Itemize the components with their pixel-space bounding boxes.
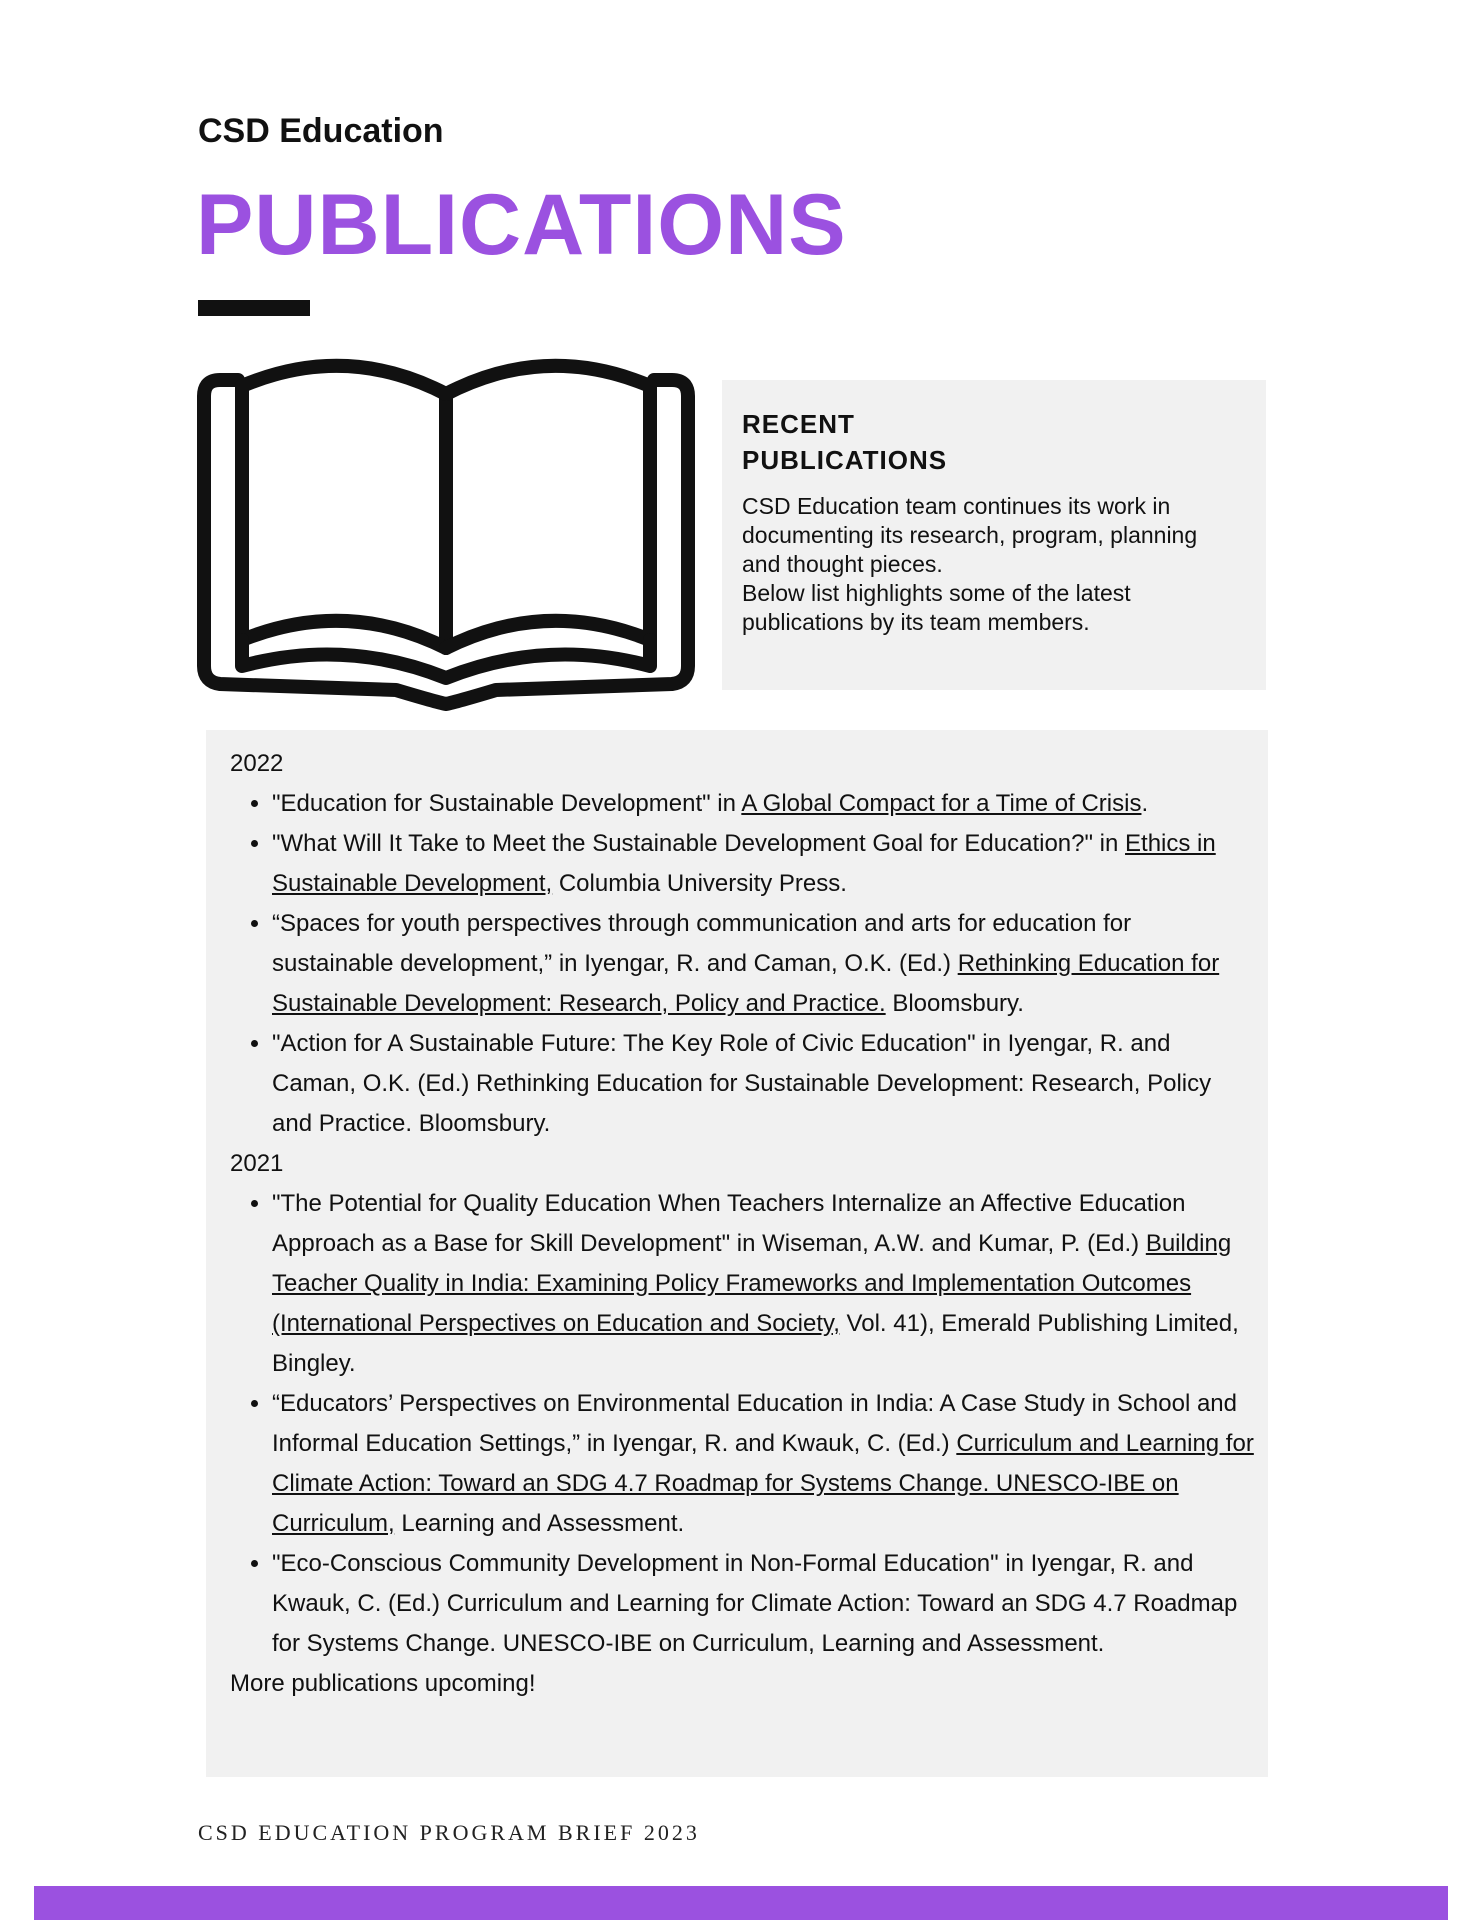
list-item: • "What Will It Take to Meet the Sustainable Development Goal for Education?" in Ethics in Sustainable Development, Columbia University Press. bbox=[272, 824, 1256, 904]
open-book-icon bbox=[196, 348, 696, 714]
description-paragraph: Below list highlights some of the latest publications by its team members. bbox=[742, 580, 1131, 635]
footer-label: CSD EDUCATION PROGRAM BRIEF 2023 bbox=[198, 1820, 700, 1845]
publication-list-2022 bbox=[230, 784, 1256, 1144]
publication-link[interactable]: Ethics in Sustainable Development, bbox=[272, 830, 1216, 897]
list-item: • "Action for A Sustainable Future: The Key Role of Civic Education" in Iyengar, R. and Caman, O.K. (Ed.) Rethinking Education for Sustainable Development: Research, Policy and Practice. Bloomsbury. bbox=[272, 1024, 1256, 1144]
year-heading-2022: 2022 bbox=[230, 750, 284, 777]
footer-bar bbox=[34, 1886, 1448, 1920]
closing-note: More publications upcoming! bbox=[230, 1670, 536, 1697]
recent-publications-panel bbox=[722, 380, 1266, 690]
list-item: • "The Potential for Quality Education When Teachers Internalize an Affective Education Approach as a Base for Skill Development" in Wiseman, A.W. and Kumar, P. (Ed.) Building Teacher Quality in India: Examining Policy Frameworks and Implementation Outcomes (International Perspectives on Education and Society, Vol. 41), Emerald Publishing Limited, Bingley. bbox=[272, 1184, 1256, 1384]
description-paragraph: CSD Education team continues its work in documenting its research, program, planning and thought pieces. bbox=[742, 493, 1198, 577]
title-underline bbox=[198, 300, 310, 316]
org-name: CSD Education bbox=[198, 112, 444, 150]
list-item: • “Educators’ Perspectives on Environmental Education in India: A Case Study in School and Informal Education Settings,” in Iyengar, R. and Kwauk, C. (Ed.) Curriculum and Learning for Climate Action: Toward an SDG 4.7 Roadmap for Systems Change. UNESCO-IBE on Curriculum, Learning and Assessment. bbox=[272, 1384, 1256, 1544]
publication-list-2021 bbox=[230, 1184, 1256, 1664]
publication-list-panel bbox=[206, 730, 1268, 1777]
recent-publications-description bbox=[742, 492, 1212, 637]
page-title: PUBLICATIONS bbox=[196, 177, 847, 273]
publication-link[interactable]: A Global Compact for a Time of Crisis bbox=[741, 790, 1142, 817]
list-item: • "Education for Sustainable Development" in A Global Compact for a Time of Crisis. bbox=[272, 784, 1256, 824]
list-item: • "Eco-Conscious Community Development in Non-Formal Education" in Iyengar, R. and Kwauk, C. (Ed.) Curriculum and Learning for Climate Action: Toward an SDG 4.7 Roadmap for Systems Change. UNESCO-IBE on Curriculum, Learning and Assessment. bbox=[272, 1544, 1256, 1664]
list-item: • “Spaces for youth perspectives through communication and arts for education for sustainable development,” in Iyengar, R. and Caman, O.K. (Ed.) Rethinking Education for Sustainable Development: Research, Policy and Practice. Bloomsbury. bbox=[272, 904, 1256, 1024]
publication-link[interactable]: Building Teacher Quality in India: Examining Policy Frameworks and Implementation Outcomes (International Perspectives on Education and Society, bbox=[272, 1230, 1232, 1337]
year-heading-2021: 2021 bbox=[230, 1150, 284, 1177]
publication-link[interactable]: Curriculum and Learning for Climate Action: Toward an SDG 4.7 Roadmap for Systems Change. UNESCO-IBE on Curriculum, bbox=[272, 1430, 1254, 1537]
publication-link[interactable]: Rethinking Education for Sustainable Development: Research, Policy and Practice. bbox=[272, 950, 1220, 1017]
recent-publications-title: RECENT PUBLICATIONS bbox=[742, 409, 948, 475]
